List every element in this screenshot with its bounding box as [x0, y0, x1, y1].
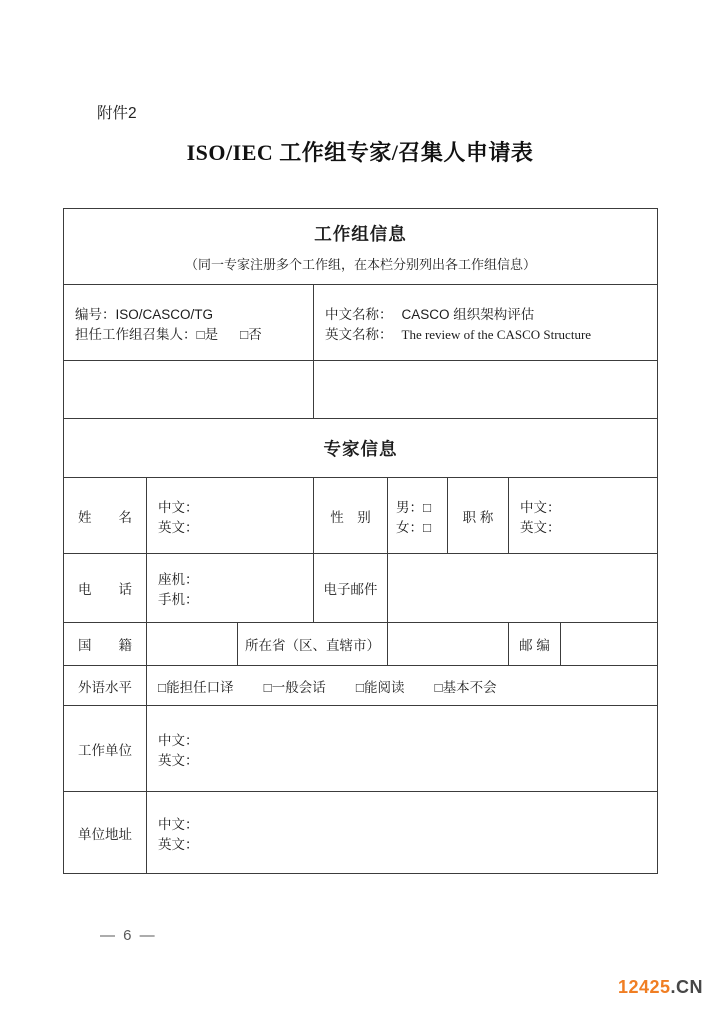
employer-cn-label: 中文： [158, 732, 199, 748]
gender-label-cell: 性 别 [314, 478, 388, 554]
gender-options-cell [388, 478, 448, 554]
nationality-row [64, 623, 658, 666]
workgroup-empty-row [64, 361, 658, 419]
workgroup-code-cell [64, 285, 314, 361]
convener-checkbox-yes: □是 [196, 326, 219, 342]
address-en-label: 英文： [158, 836, 199, 852]
phone-value-cell [147, 554, 314, 623]
convener-checkbox-no: □否 [240, 326, 262, 342]
en-name-label: 英文名称： [325, 326, 393, 342]
en-name-value: The review of the CASCO Structure [401, 326, 592, 342]
convener-line [75, 323, 262, 343]
employer-en-label: 英文： [158, 752, 199, 768]
site-watermark [618, 977, 703, 998]
employer-value-cell [147, 706, 658, 792]
watermark-primary: 12425 [617, 977, 671, 997]
address-label-cell: 单位地址 [64, 792, 147, 874]
workgroup-cn-name-line [325, 303, 534, 323]
phone-label-cell: 电 话 [64, 554, 147, 623]
province-label-cell: 所在省（区、直辖市） [238, 623, 388, 666]
employer-row [64, 706, 658, 792]
convener-label: 担任工作组召集人： [75, 326, 197, 342]
address-cn-label: 中文： [158, 816, 199, 832]
name-value-cell [147, 478, 314, 554]
workgroup-empty-left-cell [64, 361, 314, 419]
workgroup-empty-right-cell [314, 361, 658, 419]
name-gender-title-row [64, 478, 658, 554]
address-row [64, 792, 658, 874]
workgroup-code: 编号：ISO/CASCO/TG [75, 306, 214, 322]
title-en-label: 英文： [520, 519, 561, 535]
attachment-label: 附件2 [97, 105, 137, 122]
language-option-conversation-checkbox: □一般会话 [263, 679, 326, 695]
title-value-cell [509, 478, 658, 554]
gender-female-checkbox: 女：□ [396, 519, 432, 535]
province-value-cell [388, 623, 509, 666]
postcode-value-cell [561, 623, 658, 666]
title-cn-label: 中文： [520, 499, 561, 515]
page-title: ISO/IEC 工作组专家/召集人申请表 [186, 140, 534, 165]
language-options-cell [147, 666, 658, 706]
name-label-cell: 姓 名 [64, 478, 147, 554]
workgroup-section-title: 工作组信息 [314, 223, 407, 244]
cn-name-value: CASCO 组织架构评估 [401, 306, 535, 322]
language-option-reading-checkbox: □能阅读 [355, 679, 405, 695]
workgroup-info-row [64, 285, 658, 361]
workgroup-header-row [64, 209, 658, 285]
language-option-none-checkbox: □基本不会 [434, 679, 497, 695]
name-en-label: 英文： [158, 519, 199, 535]
workgroup-name-cell [314, 285, 658, 361]
nationality-value-cell [147, 623, 238, 666]
expert-section-header-cell [64, 419, 658, 478]
email-label-cell: 电子邮件 [314, 554, 388, 623]
workgroup-en-name-line [325, 323, 591, 343]
expert-header-row [64, 419, 658, 478]
language-option-interpreter-checkbox: □能担任口译 [158, 679, 234, 695]
expert-section-title: 专家信息 [323, 438, 398, 459]
phone-email-row [64, 554, 658, 623]
nationality-label-cell: 国 籍 [64, 623, 147, 666]
title-label-cell: 职 称 [448, 478, 509, 554]
phone-mobile-label: 手机： [158, 592, 199, 607]
employer-label-cell: 工作单位 [64, 706, 147, 792]
application-form-table [63, 208, 658, 874]
watermark-secondary: .CN [670, 977, 703, 997]
page-number: — 6 — [100, 927, 157, 944]
workgroup-section-subtitle: （同一专家注册多个工作组，在本栏分别列出各工作组信息） [185, 256, 537, 272]
address-value-cell [147, 792, 658, 874]
email-value-cell [388, 554, 658, 623]
workgroup-section-header-cell [64, 209, 658, 285]
postcode-label-cell: 邮 编 [509, 623, 561, 666]
phone-landline-label: 座机： [158, 572, 199, 587]
language-label-cell: 外语水平 [64, 666, 147, 706]
language-level-row [64, 666, 658, 706]
gender-male-checkbox: 男：□ [396, 499, 432, 515]
name-cn-label: 中文： [158, 499, 199, 515]
cn-name-label: 中文名称： [325, 306, 393, 322]
